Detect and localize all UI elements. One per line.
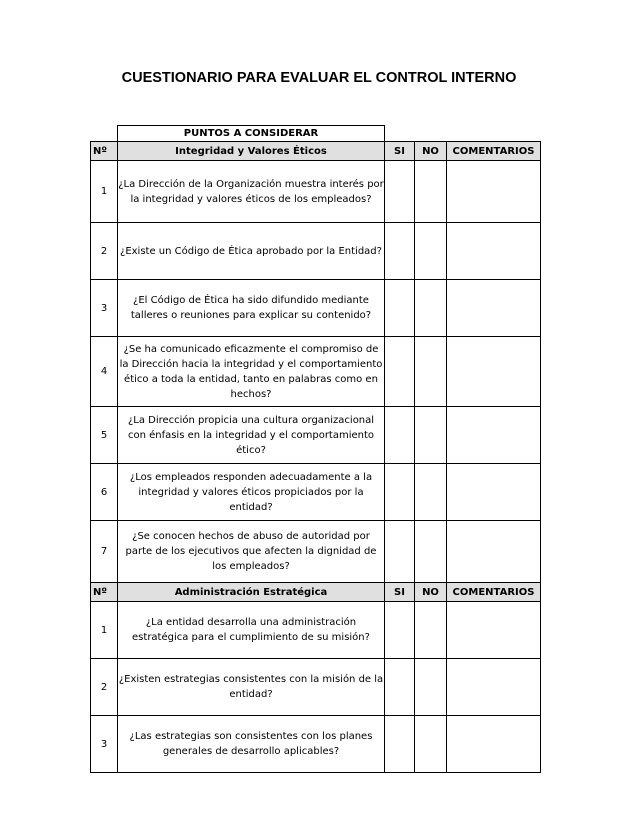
question-row [91, 223, 541, 280]
si-cell[interactable] [385, 716, 415, 773]
question-number: 7 [91, 521, 118, 583]
question-number: 5 [91, 407, 118, 464]
comentarios-cell[interactable] [447, 521, 541, 583]
no-cell[interactable] [415, 716, 447, 773]
comentarios-cell[interactable] [447, 464, 541, 521]
si-header: SI [385, 142, 415, 161]
section-title: Integridad y Valores Éticos [118, 142, 385, 161]
question-text: ¿Existe un Código de Ética aprobado por la Entidad? [118, 223, 385, 280]
question-number: 3 [91, 716, 118, 773]
question-row [91, 407, 541, 464]
question-row [91, 337, 541, 407]
si-cell[interactable] [385, 464, 415, 521]
question-text: ¿Los empleados responden adecuadamente a la integridad y valores éticos propiciados por la entidad? [118, 464, 385, 521]
comentarios-cell[interactable] [447, 602, 541, 659]
si-cell[interactable] [385, 161, 415, 223]
num-header: Nº [91, 142, 118, 161]
si-cell[interactable] [385, 407, 415, 464]
si-cell[interactable] [385, 521, 415, 583]
no-cell[interactable] [415, 223, 447, 280]
comentarios-header: COMENTARIOS [447, 142, 541, 161]
si-cell[interactable] [385, 223, 415, 280]
si-header: SI [385, 583, 415, 602]
question-text: ¿Las estrategias son consistentes con los planes generales de desarrollo aplicables? [118, 716, 385, 773]
question-text: ¿Se ha comunicado eficazmente el compromiso de la Dirección hacia la integridad y el comportamiento ético a toda la entidad, tanto en palabras como en hechos? [118, 337, 385, 407]
section-header-row [91, 142, 541, 161]
no-cell[interactable] [415, 161, 447, 223]
question-number: 6 [91, 464, 118, 521]
question-number: 2 [91, 223, 118, 280]
question-row [91, 464, 541, 521]
comentarios-cell[interactable] [447, 223, 541, 280]
no-cell[interactable] [415, 464, 447, 521]
question-row [91, 280, 541, 337]
no-cell[interactable] [415, 337, 447, 407]
question-text: ¿La Dirección propicia una cultura organizacional con énfasis en la integridad y el comportamiento ético? [118, 407, 385, 464]
si-cell[interactable] [385, 602, 415, 659]
comentarios-cell[interactable] [447, 161, 541, 223]
comentarios-header: COMENTARIOS [447, 583, 541, 602]
no-cell[interactable] [415, 602, 447, 659]
question-number: 1 [91, 602, 118, 659]
question-number: 4 [91, 337, 118, 407]
si-cell[interactable] [385, 659, 415, 716]
question-row [91, 521, 541, 583]
comentarios-cell[interactable] [447, 407, 541, 464]
question-number: 1 [91, 161, 118, 223]
question-text: ¿Se conocen hechos de abuso de autoridad por parte de los ejecutivos que afecten la dignidad de los empleados? [118, 521, 385, 583]
no-cell[interactable] [415, 280, 447, 337]
questionnaire-table [90, 125, 541, 773]
question-text: ¿El Código de Ética ha sido difundido mediante talleres o reuniones para explicar su contenido? [118, 280, 385, 337]
no-header: NO [415, 142, 447, 161]
comentarios-cell[interactable] [447, 659, 541, 716]
question-text: ¿La entidad desarrolla una administración estratégica para el cumplimiento de su misión? [118, 602, 385, 659]
comentarios-cell[interactable] [447, 337, 541, 407]
puntos-row [91, 126, 541, 142]
question-text: ¿Existen estrategias consistentes con la misión de la entidad? [118, 659, 385, 716]
no-cell[interactable] [415, 659, 447, 716]
question-number: 3 [91, 280, 118, 337]
section-header-row [91, 583, 541, 602]
puntos-label: PUNTOS A CONSIDERAR [118, 126, 385, 142]
comentarios-cell[interactable] [447, 716, 541, 773]
si-cell[interactable] [385, 280, 415, 337]
question-row [91, 161, 541, 223]
section-title: Administración Estratégica [118, 583, 385, 602]
question-row [91, 716, 541, 773]
question-text: ¿La Dirección de la Organización muestra interés por la integridad y valores éticos de los empleados? [118, 161, 385, 223]
no-cell[interactable] [415, 407, 447, 464]
no-cell[interactable] [415, 521, 447, 583]
num-header: Nº [91, 583, 118, 602]
comentarios-cell[interactable] [447, 280, 541, 337]
question-row [91, 659, 541, 716]
question-row [91, 602, 541, 659]
question-number: 2 [91, 659, 118, 716]
page-title: CUESTIONARIO PARA EVALUAR EL CONTROL INTERNO [121, 70, 517, 86]
no-header: NO [415, 583, 447, 602]
si-cell[interactable] [385, 337, 415, 407]
